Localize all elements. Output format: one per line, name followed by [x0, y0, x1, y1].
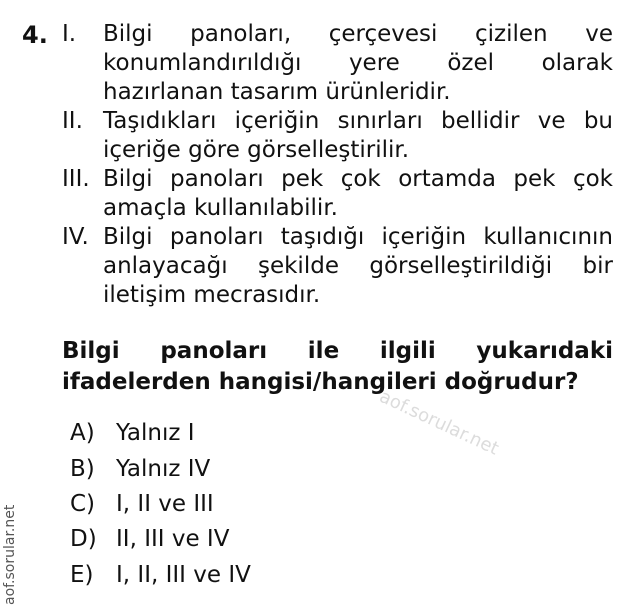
- option-a-text: Yalnız I: [116, 420, 195, 446]
- option-d-letter: D): [70, 526, 97, 552]
- statement-4-text: Bilgi panoları taşıdığı içeriğin kullanıcının anlayacağı şekilde görselleştirildiği bir iletişim mecrasıdır.: [103, 224, 613, 308]
- watermark-center: aof.sorular.net: [376, 386, 502, 460]
- option-e-text: I, II, III ve IV: [116, 562, 251, 588]
- question-stem: Bilgi panoları ile ilgili yukarıdaki ifadelerden hangisi/hangileri doğrudur?: [62, 338, 613, 395]
- option-e[interactable]: [70, 560, 251, 590]
- watermark-side: aof.sorular.net: [2, 504, 18, 605]
- option-c[interactable]: [70, 489, 214, 519]
- statement-2-text: Taşıdıkları içeriğin sınırları bellidir ve bu içeriğe göre görselleştirilir.: [103, 108, 613, 163]
- option-c-text: I, II ve III: [116, 491, 214, 517]
- statement-2-marker: II.: [62, 108, 83, 134]
- option-d-text: II, III ve IV: [116, 526, 230, 552]
- option-a[interactable]: [70, 418, 195, 448]
- statement-1-text: Bilgi panoları, çerçevesi çizilen ve konumlandırıldığı yere özel olarak hazırlanan tasarım ürünleridir.: [103, 21, 613, 105]
- statement-1-marker: I.: [62, 21, 77, 47]
- option-b-letter: B): [70, 456, 95, 482]
- statement-3-marker: III.: [62, 166, 90, 192]
- option-b[interactable]: [70, 454, 210, 484]
- question-number: 4.: [22, 21, 48, 49]
- option-d[interactable]: [70, 524, 229, 554]
- option-e-letter: E): [70, 562, 94, 588]
- option-b-text: Yalnız IV: [116, 456, 211, 482]
- statement-3-text: Bilgi panoları pek çok ortamda pek çok amaçla kullanılabilir.: [103, 166, 613, 221]
- option-a-letter: A): [70, 420, 95, 446]
- statement-4-marker: IV.: [62, 224, 89, 250]
- option-c-letter: C): [70, 491, 96, 517]
